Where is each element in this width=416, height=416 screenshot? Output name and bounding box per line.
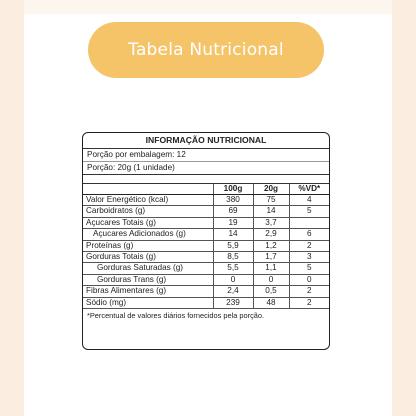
value-100g: 239 [213,297,253,308]
nutrient-label: Fibras Alimentares (g) [83,286,213,297]
left-side-strip [0,0,24,416]
value-20g: 1,7 [253,252,289,263]
table-row [83,195,329,206]
nutrition-title: INFORMAÇÃO NUTRICIONAL [83,133,329,149]
table-spacer [83,174,329,184]
header-100g: 100g [213,184,253,195]
table-row [83,297,329,308]
nutrition-facts-table [82,132,330,350]
portion-size: Porção: 20g (1 unidade) [87,162,175,172]
nutrient-label: Carboidratos (g) [83,206,213,217]
value-20g: 1,1 [253,263,289,274]
value-vd: 6 [289,229,329,240]
value-20g: 48 [253,297,289,308]
header-nutrient [83,184,213,195]
value-20g: 2,9 [253,229,289,240]
value-vd: 2 [289,286,329,297]
value-100g: 5,9 [213,240,253,251]
section-title-pill [88,22,324,78]
value-20g: 14 [253,206,289,217]
value-vd: 3 [289,252,329,263]
value-20g: 0,5 [253,286,289,297]
value-vd: 4 [289,195,329,206]
value-20g: 75 [253,195,289,206]
value-100g: 0 [213,274,253,285]
header-vd: %VD* [289,184,329,195]
top-band [24,0,392,14]
table-row [83,274,329,285]
nutrient-label: Valor Energético (kcal) [83,195,213,206]
portions-per-package: Porção por embalagem: 12 [83,149,329,162]
nutrient-label: Sódio (mg) [83,297,213,308]
nutrient-label: Gorduras Trans (g) [83,274,213,285]
nutrient-label: Açucares Totais (g) [83,217,213,228]
table-row [83,206,329,217]
value-vd: 5 [289,263,329,274]
header-20g: 20g [253,184,289,195]
value-100g: 2,4 [213,286,253,297]
nutrient-label: Proteínas (g) [83,240,213,251]
table-row [83,229,329,240]
value-vd: 0 [289,274,329,285]
value-20g: 3,7 [253,217,289,228]
table-row [83,263,329,274]
table-header-row [83,184,329,195]
nutrient-label: Gorduras Totais (g) [83,252,213,263]
value-100g: 14 [213,229,253,240]
value-100g: 8,5 [213,252,253,263]
value-vd [289,217,329,228]
footnote: *Percentual de valores diários fornecidos pela porção. [87,311,265,321]
nutrition-table [83,184,329,309]
section-title: Tabela Nutricional [128,40,284,60]
nutrient-label: Açucares Adicionados (g) [83,229,213,240]
value-20g: 1,2 [253,240,289,251]
value-vd: 2 [289,240,329,251]
table-row [83,252,329,263]
value-vd: 2 [289,297,329,308]
value-100g: 380 [213,195,253,206]
table-row [83,240,329,251]
value-100g: 69 [213,206,253,217]
value-vd: 5 [289,206,329,217]
value-20g: 0 [253,274,289,285]
value-100g: 5,5 [213,263,253,274]
nutrient-label: Gorduras Saturadas (g) [83,263,213,274]
table-row [83,286,329,297]
value-100g: 19 [213,217,253,228]
right-side-strip [392,0,416,416]
table-row [83,217,329,228]
